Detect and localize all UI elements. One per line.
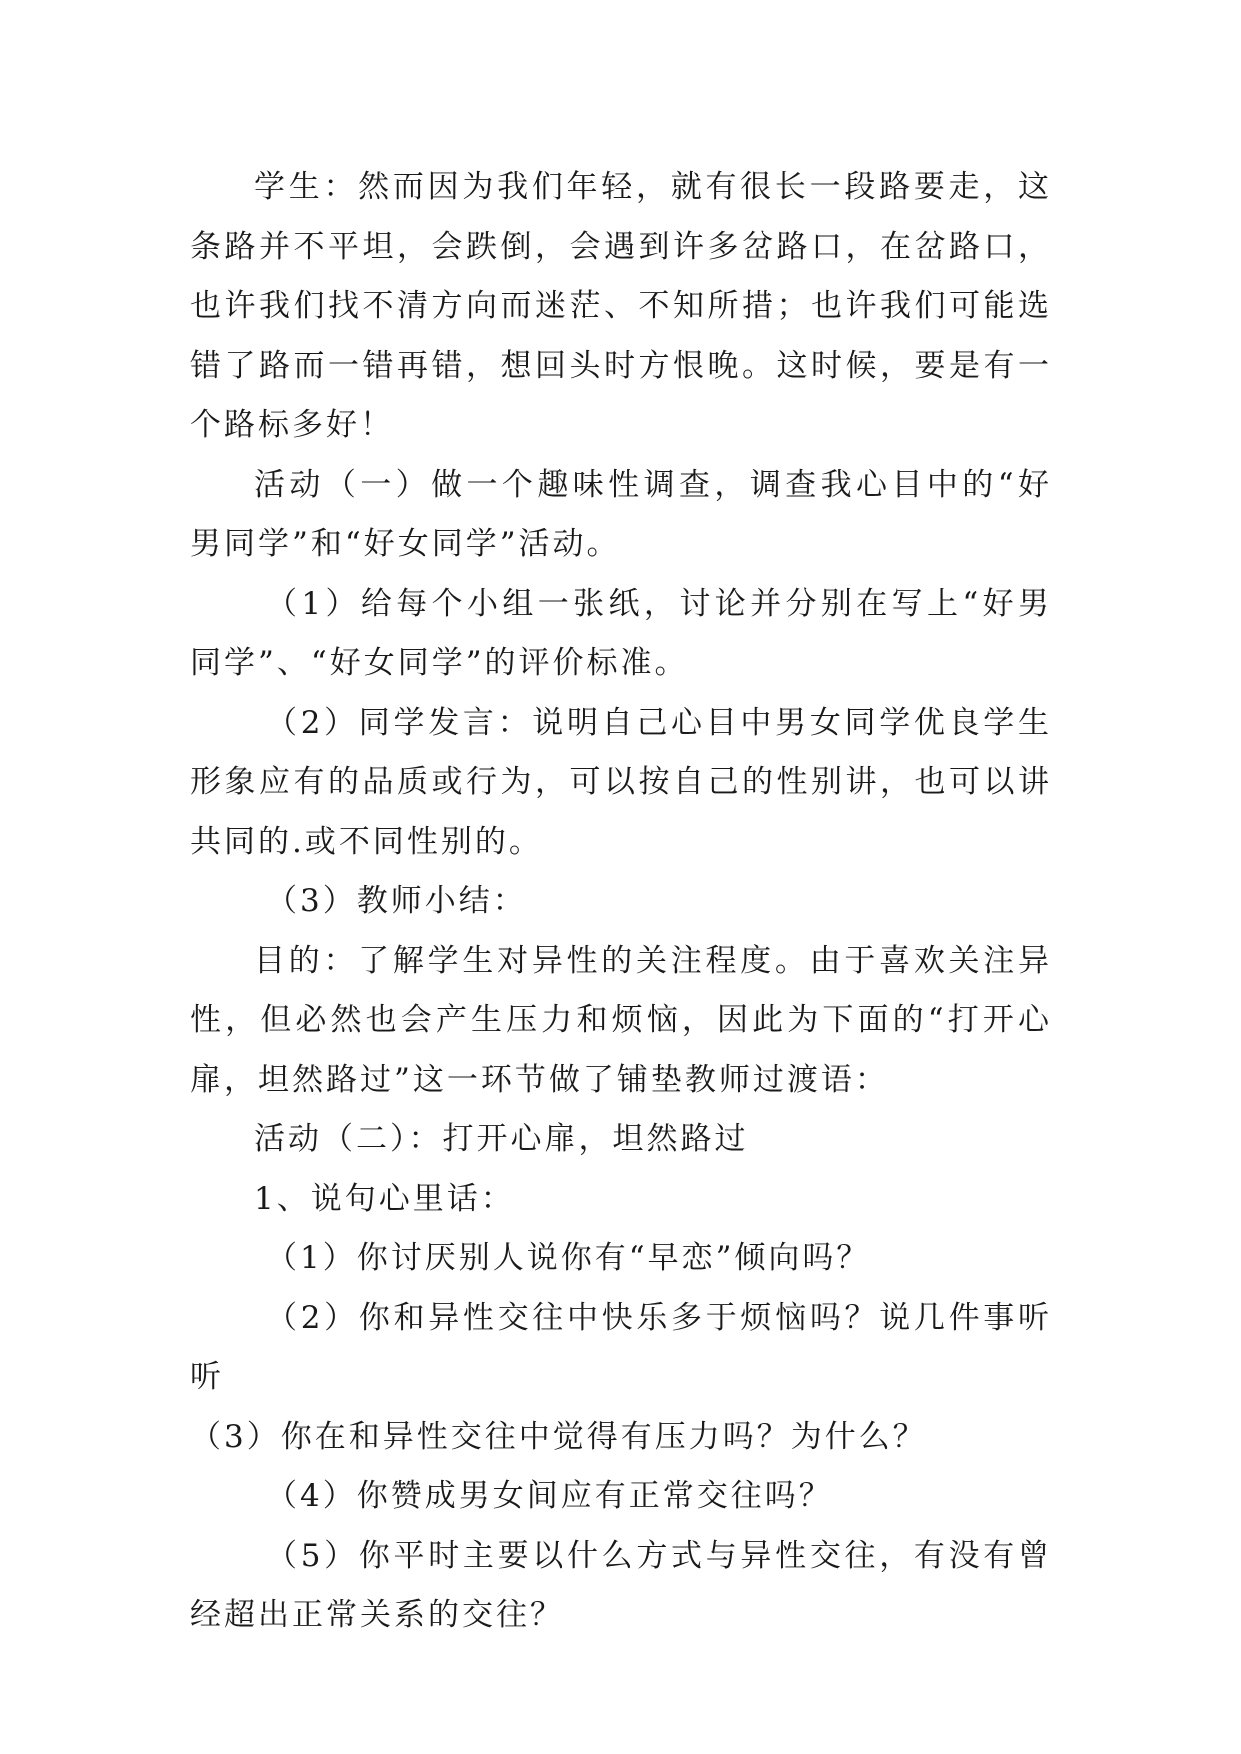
paragraph-question-5: （5）你平时主要以什么方式与异性交往，有没有曾经超出正常关系的交往？ [190,1537,1052,1633]
paragraph-question-3: （3）你在和异性交往中觉得有压力吗？为什么？ [190,1418,927,1455]
paragraph-activity-two: 活动（二）：打开心扉，坦然路过 [254,1121,749,1157]
paragraph-question-1: （1）你讨厌别人说你有“早恋”倾向吗？ [266,1240,871,1276]
document-body [190,158,1052,1646]
paragraph-activity-one: 活动（一）做一个趣味性调查，调查我心目中的“好男同学”和“好女同学”活动。 [190,466,1052,562]
paragraph-question-2: （2）你和异性交往中快乐多于烦恼吗？说几件事听听 [190,1299,1052,1395]
paragraph-student-speech: 学生：然而因为我们年轻，就有很长一段路要走，这条路并不平坦，会跌倒，会遇到许多岔路口，在岔路口，也许我们找不清方向而迷茫、不知所措；也许我们可能选错了路而一错再错，想回头时方恨晚。这时候，要是有一个路标多好！ [190,169,1052,443]
paragraph-step-1: （1）给每个小组一张纸，讨论并分别在写上“好男同学”、“好女同学”的评价标准。 [190,585,1052,681]
paragraph-step-2: （2）同学发言：说明自己心目中男女同学优良学生形象应有的品质或行为，可以按自己的性别讲，也可以讲共同的.或不同性别的。 [190,704,1052,860]
paragraph-step-3: （3）教师小结： [266,883,527,919]
paragraph-heart-talk: 1、说句心里话： [254,1180,515,1217]
paragraph-purpose: 目的：了解学生对异性的关注程度。由于喜欢关注异性，但必然也会产生压力和烦恼，因此为下面的“打开心扉，坦然路过”这一环节做了铺垫教师过渡语： [190,942,1052,1098]
paragraph-question-4: （4）你赞成男女间应有正常交往吗？ [266,1478,833,1514]
